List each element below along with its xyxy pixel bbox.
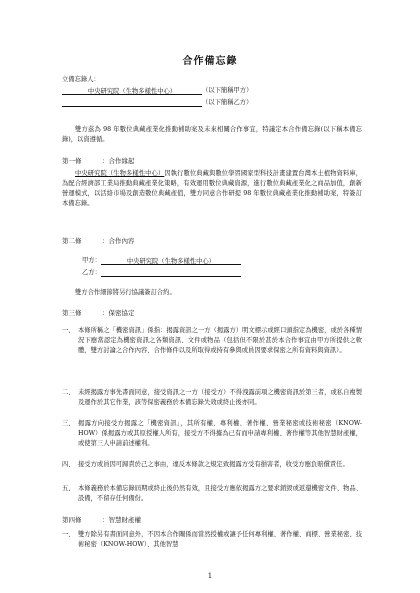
signers-label: 立備忘錄人： [62,76,100,83]
article-1-org: 中央研究院（生物多樣性中心） [75,170,165,177]
article-3-title: ：保密協定 [102,309,135,317]
article-1-number: 第一條 [62,157,82,165]
clause-text: 雙方除另有書面同意外，不因本合作關係而當然授權或讓予任何專利權、著作權、商標、營業秘密、技術秘密（KNOW-HOW）、其他智慧 [78,531,362,548]
article-3-clause-1 [62,326,362,386]
article-2-b-blank [101,269,241,277]
party-b-note: （以下簡稱乙方） [202,99,253,106]
article-4-heading [62,516,141,525]
article-3-heading [62,309,135,318]
article-2-a-label: 甲方： [82,257,101,264]
article-2-party-a [82,256,241,265]
article-2-title: ：合作內容 [102,237,135,245]
article-3-clause-5 [62,484,362,504]
party-a-line [62,86,252,95]
clause-text: 本條所稱之「機密資訊」係指：揭露資訊之一方（揭露方）明文標示或經口頭指定為機密，或於各種情況下應當認定為機密資訊之各類資訊、文件或物品（包括但不限於甚於本合作事宜由甲方所提供之軟體，雙方討論之合作內容、合作條件以及所取得或持有參與或員因要求保密之所有資料與資訊）。 [78,327,362,354]
party-a-note: （以下簡稱甲方） [202,87,253,94]
article-4-title: ：智慧財產權 [102,516,141,524]
article-2-a-value: 中央研究院（生物多樣性中心） [101,257,241,265]
article-4-number: 第四條 [62,516,82,524]
document-title: 合作備忘錄 [182,56,238,67]
article-2-number: 第二條 [62,237,82,245]
clause-number: 二、 [62,389,75,396]
article-1-heading [62,157,135,166]
article-1-title: ：合作緣起 [102,157,135,165]
article-2-heading [62,237,135,246]
article-4-clause-1 [62,530,362,552]
article-3-number: 第三條 [62,309,82,317]
page-number: 1 [207,572,213,580]
intro-paragraph: 雙方茲為 98 年數位典藏產業化推動補助案及未來相關合作事宜，特議定本合作備忘錄(以下稱本備忘錄)，以資遵循。 [62,126,362,143]
party-a-name: 中央研究院（生物多樣性中心） [62,87,202,95]
clause-number: 三、 [62,420,75,427]
article-1-text: 因執行數位典藏與數位學習國家型科技計畫建置台灣本土植物資料庫，為配合經濟部工業局推動典藏產業化策略，有效運用數位典藏資源，進行數位典藏產業化之商品加值，創新營運模式，以活絡市場及創造數位典藏產值，雙方同意合作研提 98 年數位典藏產業化推動補助案，特簽訂本備忘錄。 [62,170,363,207]
party-b-name [62,99,202,107]
clause-text: 本條義務於本備忘錄屆期或終止後仍然有效，且接受方應依揭露方之要求銷毀或返還機密文件、物品、設備，不留存任何備份。 [78,485,362,502]
article-2-party-b [82,268,241,277]
clause-text: 未經揭露方事先書面同意，接受資訊之一方（接受方）不得洩露前項之機密資訊於第三者，或私自複製及運作於其它作業，該等保密義務於本備忘錄失效或終止後亦同。 [78,389,362,406]
clause-number: 四、 [62,461,75,468]
article-3-clause-4 [62,460,362,480]
article-1-body [62,169,362,209]
clause-text: 揭露方向接受方揭露之「機密資訊」，其所有權、專利權、著作權、營業秘密或技術秘密（KNOW-HOW）係揭露方或其原授權人所有，接受方不得據為已有而申請專利權、著作權等其他智慧財產權，或使第三人申請前述權利。 [78,420,362,447]
article-2-b-label: 乙方： [82,269,101,276]
article-2-note: 雙方合作細節將另行協議簽訂合約。 [75,289,176,296]
article-3-clause-3 [62,419,362,459]
clause-text: 接受方或員因可歸責於己之事由，違反本條款之規定致揭露方受有損害者，收受方應負賠償責任。 [78,461,349,468]
clause-number: 五、 [62,485,75,492]
article-3-clause-2 [62,388,362,418]
clause-number: 一、 [62,327,75,334]
party-b-line [62,98,252,107]
clause-number: 一、 [62,531,75,538]
